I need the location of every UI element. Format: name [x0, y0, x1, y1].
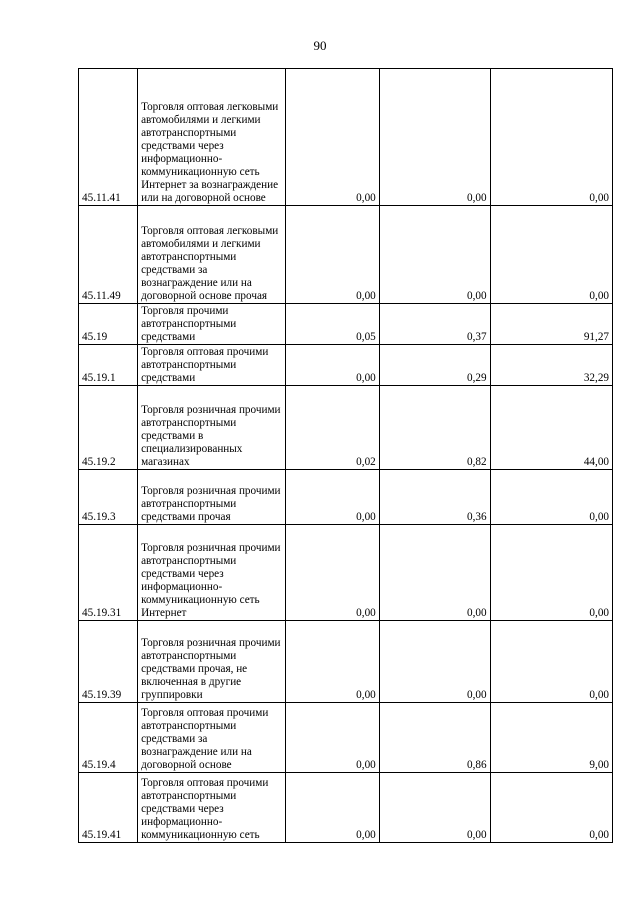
row-value-2: 0,00 — [379, 206, 490, 304]
table-row — [79, 345, 613, 386]
row-code: 45.19.31 — [79, 525, 138, 621]
row-value-3: 91,27 — [490, 304, 612, 345]
table-row — [79, 773, 613, 843]
row-value-1: 0,00 — [285, 470, 379, 525]
row-value-1: 0,00 — [285, 345, 379, 386]
row-code: 45.19.4 — [79, 703, 138, 773]
row-value-3: 0,00 — [490, 773, 612, 843]
row-code: 45.19.41 — [79, 773, 138, 843]
table-row — [79, 525, 613, 621]
row-code: 45.11.49 — [79, 206, 138, 304]
table-row — [79, 386, 613, 470]
row-value-2: 0,29 — [379, 345, 490, 386]
row-value-3: 0,00 — [490, 206, 612, 304]
row-name: Торговля розничная прочими автотранспортными средствами прочая — [138, 470, 286, 525]
row-code: 45.19.2 — [79, 386, 138, 470]
row-value-1: 0,00 — [285, 69, 379, 206]
row-name: Торговля прочими автотранспортными средствами — [138, 304, 286, 345]
row-value-2: 0,00 — [379, 621, 490, 703]
row-value-3: 9,00 — [490, 703, 612, 773]
row-value-2: 0,00 — [379, 69, 490, 206]
table-row — [79, 470, 613, 525]
row-name: Торговля оптовая легковыми автомобилями и легкими автотранспортными средствами через информационно-коммуникационную сеть Интернет за вознаграждение или на договорной основе — [138, 69, 286, 206]
row-value-2: 0,00 — [379, 525, 490, 621]
row-code: 45.19 — [79, 304, 138, 345]
page-number: 90 — [313, 38, 327, 53]
row-name: Торговля розничная прочими автотранспортными средствами через информационно-коммуникационную сеть Интернет — [138, 525, 286, 621]
row-value-3: 0,00 — [490, 69, 612, 206]
table-row — [79, 703, 613, 773]
row-name: Торговля оптовая легковыми автомобилями и легкими автотранспортными средствами за вознаграждение или на договорной основе прочая — [138, 206, 286, 304]
row-name: Торговля розничная прочими автотранспортными средствами прочая, не включенная в другие группировки — [138, 621, 286, 703]
row-name: Торговля оптовая прочими автотранспортными средствами за вознаграждение или на договорной основе — [138, 703, 286, 773]
row-name: Торговля оптовая прочими автотранспортными средствами — [138, 345, 286, 386]
row-code: 45.11.41 — [79, 69, 138, 206]
row-name: Торговля розничная прочими автотранспортными средствами в специализированных магазинах — [138, 386, 286, 470]
table-row — [79, 621, 613, 703]
row-value-2: 0,86 — [379, 703, 490, 773]
row-value-2: 0,36 — [379, 470, 490, 525]
row-value-2: 0,37 — [379, 304, 490, 345]
row-value-1: 0,00 — [285, 773, 379, 843]
row-value-1: 0,05 — [285, 304, 379, 345]
row-name: Торговля оптовая прочими автотранспортными средствами через информационно-коммуникационную сеть — [138, 773, 286, 843]
row-value-2: 0,82 — [379, 386, 490, 470]
row-value-1: 0,00 — [285, 525, 379, 621]
row-value-1: 0,02 — [285, 386, 379, 470]
row-code: 45.19.1 — [79, 345, 138, 386]
row-value-3: 0,00 — [490, 525, 612, 621]
table-row — [79, 304, 613, 345]
row-value-1: 0,00 — [285, 206, 379, 304]
table-row — [79, 69, 613, 206]
row-value-2: 0,00 — [379, 773, 490, 843]
data-table — [78, 68, 613, 843]
row-value-3: 0,00 — [490, 470, 612, 525]
table-row — [79, 206, 613, 304]
row-code: 45.19.39 — [79, 621, 138, 703]
row-value-3: 44,00 — [490, 386, 612, 470]
row-value-1: 0,00 — [285, 703, 379, 773]
row-value-1: 0,00 — [285, 621, 379, 703]
row-code: 45.19.3 — [79, 470, 138, 525]
row-value-3: 0,00 — [490, 621, 612, 703]
row-value-3: 32,29 — [490, 345, 612, 386]
